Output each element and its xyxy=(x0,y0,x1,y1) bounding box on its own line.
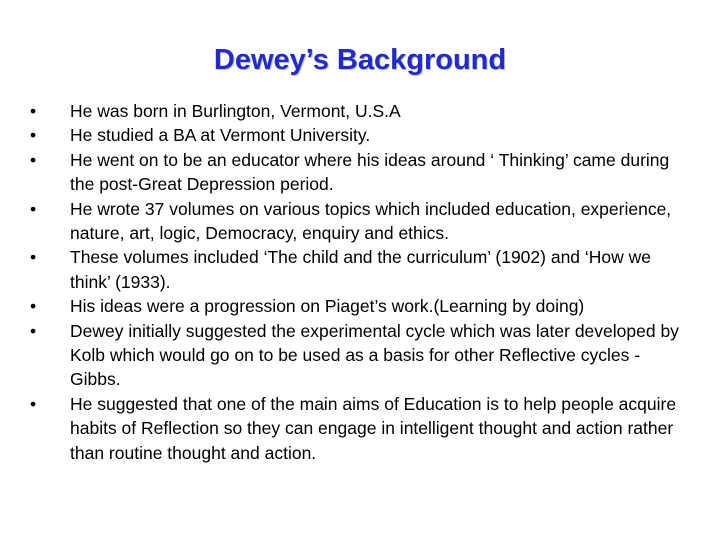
bullet-text: He went on to be an educator where his ideas around ‘ Thinking’ came during the post-Great Depression period. xyxy=(70,149,670,195)
bullet-item xyxy=(30,294,690,318)
bullet-icon: • xyxy=(30,247,37,268)
bullet-icon: • xyxy=(30,125,37,146)
bullet-text: These volumes included ‘The child and the curriculum’ (1902) and ‘How we think’ (1933). xyxy=(70,247,652,292)
bullet-item xyxy=(30,197,690,246)
bullet-icon: • xyxy=(30,320,37,341)
bullet-text: He studied a BA at Vermont University. xyxy=(70,125,371,146)
bullet-item xyxy=(30,319,690,392)
bullet-text: Dewey initially suggested the experimental cycle which was later developed by Kolb which would go on to be used as a basis for other Reflective cycles - Gibbs. xyxy=(70,320,679,390)
bullet-item xyxy=(30,245,690,294)
bullet-item xyxy=(30,99,690,123)
bullet-item xyxy=(30,148,690,197)
bullet-icon: • xyxy=(30,198,37,219)
slide-title: Dewey’s Background xyxy=(213,44,507,76)
bullet-text: His ideas were a progression on Piaget’s work.(Learning by doing) xyxy=(70,296,585,317)
bullet-text: He wrote 37 volumes on various topics which included education, experience, nature, art, logic, Democracy, enquiry and ethics. xyxy=(70,198,672,244)
bullet-icon: • xyxy=(30,149,37,170)
bullet-list xyxy=(30,99,690,465)
bullet-item xyxy=(30,123,690,147)
bullet-text: He suggested that one of the main aims of Education is to help people acquire habits of Reflection so they can engage in intelligent thought and action rather than routine thought and action. xyxy=(70,393,677,463)
bullet-icon: • xyxy=(30,101,37,121)
bullet-text: He was born in Burlington, Vermont, U.S.A xyxy=(70,101,401,121)
bullet-icon: • xyxy=(30,296,37,317)
bullet-icon: • xyxy=(30,393,37,414)
bullet-item xyxy=(30,392,690,465)
